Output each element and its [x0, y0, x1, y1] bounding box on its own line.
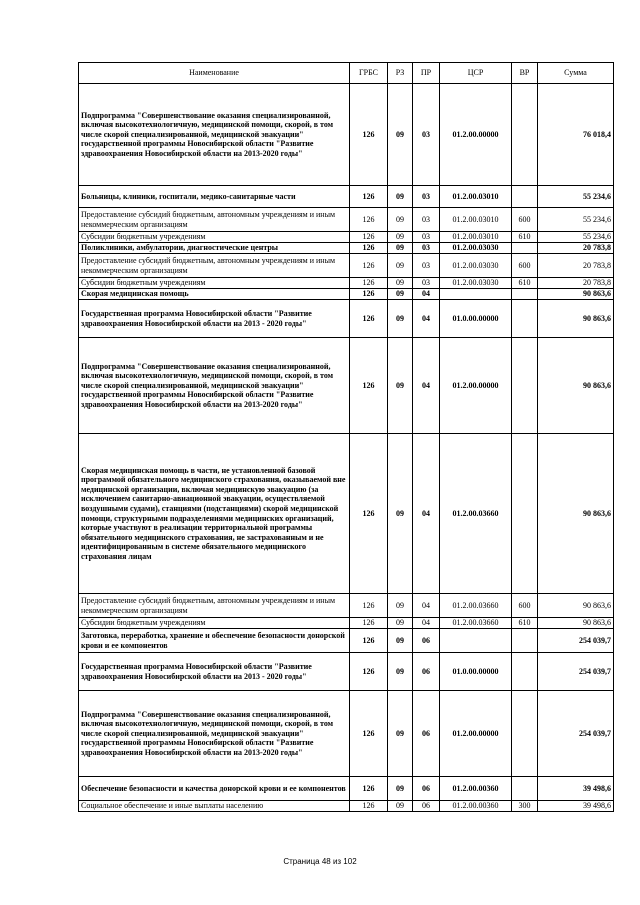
cell-vr: [512, 653, 538, 691]
cell-grbs: 126: [350, 594, 388, 618]
cell-pr: 04: [413, 300, 440, 338]
table-row: [79, 243, 614, 254]
cell-rz: 09: [388, 629, 413, 653]
header-rz: РЗ: [388, 63, 413, 84]
cell-rz: 09: [388, 232, 413, 243]
cell-name: Субсидии бюджетным учреждениям: [79, 618, 350, 629]
table-row: [79, 594, 614, 618]
cell-sum: 90 863,6: [538, 594, 614, 618]
header-sum: Сумма: [538, 63, 614, 84]
cell-grbs: 126: [350, 278, 388, 289]
cell-sum: 20 783,8: [538, 254, 614, 278]
cell-vr: [512, 186, 538, 208]
cell-sum: 55 234,6: [538, 232, 614, 243]
table-row: [79, 186, 614, 208]
cell-pr: 06: [413, 777, 440, 801]
cell-grbs: 126: [350, 186, 388, 208]
cell-name: Предоставление субсидий бюджетным, автономным учреждениям и иным некоммерческим организациям: [79, 254, 350, 278]
cell-rz: 09: [388, 653, 413, 691]
cell-grbs: 126: [350, 434, 388, 594]
cell-vr: [512, 289, 538, 300]
cell-pr: 04: [413, 289, 440, 300]
cell-rz: 09: [388, 594, 413, 618]
cell-vr: [512, 434, 538, 594]
cell-name: Подпрограмма "Совершенствование оказания специализированной, включая высокотехнологичную, медицинской помощи, скорой, в том числе скорой специализированной, медицинской эвакуации" государственной программы Новосибирской области "Развитие здравоохранения Новосибирской области на 2013-2020 годы": [79, 338, 350, 434]
cell-csr: 01.2.00.03010: [440, 208, 512, 232]
cell-sum: 90 863,6: [538, 434, 614, 594]
cell-name: Скорая медицинская помощь: [79, 289, 350, 300]
cell-name: Социальное обеспечение и иные выплаты населению: [79, 801, 350, 812]
cell-vr: [512, 691, 538, 777]
cell-pr: 04: [413, 338, 440, 434]
table-row: [79, 232, 614, 243]
cell-sum: 90 863,6: [538, 300, 614, 338]
cell-name: Поликлиники, амбулатории, диагностические центры: [79, 243, 350, 254]
cell-rz: 09: [388, 434, 413, 594]
cell-rz: 09: [388, 243, 413, 254]
cell-rz: 09: [388, 254, 413, 278]
cell-name: Подпрограмма "Совершенствование оказания специализированной, включая высокотехнологичную, медицинской помощи, скорой, в том числе скорой специализированной, медицинской эвакуации" государственной программы Новосибирской области "Развитие здравоохранения Новосибирской области на 2013-2020 годы": [79, 691, 350, 777]
table-row: [79, 653, 614, 691]
cell-vr: [512, 300, 538, 338]
cell-pr: 06: [413, 801, 440, 812]
cell-grbs: 126: [350, 338, 388, 434]
table-row: [79, 300, 614, 338]
table-row: [79, 777, 614, 801]
cell-csr: 01.2.00.03010: [440, 186, 512, 208]
cell-pr: 06: [413, 691, 440, 777]
table-row: [79, 254, 614, 278]
cell-csr: 01.2.00.03660: [440, 434, 512, 594]
cell-rz: 09: [388, 208, 413, 232]
header-vr: ВР: [512, 63, 538, 84]
cell-vr: [512, 84, 538, 186]
cell-pr: 03: [413, 208, 440, 232]
cell-name: Заготовка, переработка, хранение и обеспечение безопасности донорской крови и ее компонентов: [79, 629, 350, 653]
cell-grbs: 126: [350, 232, 388, 243]
table-row: [79, 691, 614, 777]
table-row: [79, 84, 614, 186]
cell-grbs: 126: [350, 208, 388, 232]
cell-pr: 03: [413, 84, 440, 186]
header-pr: ПР: [413, 63, 440, 84]
cell-csr: 01.0.00.00000: [440, 300, 512, 338]
cell-csr: 01.2.00.00000: [440, 691, 512, 777]
cell-name: Субсидии бюджетным учреждениям: [79, 278, 350, 289]
cell-csr: 01.2.00.03660: [440, 594, 512, 618]
table-row: [79, 338, 614, 434]
cell-vr: [512, 243, 538, 254]
cell-pr: 04: [413, 594, 440, 618]
cell-grbs: 126: [350, 801, 388, 812]
table-header-row: [79, 63, 614, 84]
cell-sum: 20 783,8: [538, 243, 614, 254]
cell-sum: 76 018,4: [538, 84, 614, 186]
cell-grbs: 126: [350, 618, 388, 629]
cell-sum: 39 498,6: [538, 777, 614, 801]
cell-sum: 90 863,6: [538, 338, 614, 434]
cell-csr: 01.2.00.03010: [440, 232, 512, 243]
cell-grbs: 126: [350, 243, 388, 254]
table-row: [79, 208, 614, 232]
header-csr: ЦСР: [440, 63, 512, 84]
cell-sum: 254 039,7: [538, 629, 614, 653]
cell-sum: 90 863,6: [538, 618, 614, 629]
table-row: [79, 629, 614, 653]
cell-pr: 03: [413, 254, 440, 278]
table-row: [79, 618, 614, 629]
cell-csr: 01.2.00.00000: [440, 84, 512, 186]
cell-csr: 01.2.00.03660: [440, 618, 512, 629]
cell-rz: 09: [388, 338, 413, 434]
table-body: [79, 84, 614, 812]
cell-name: Предоставление субсидий бюджетным, автономным учреждениям и иным некоммерческим организациям: [79, 594, 350, 618]
cell-csr: [440, 289, 512, 300]
cell-grbs: 126: [350, 691, 388, 777]
cell-vr: [512, 629, 538, 653]
cell-rz: 09: [388, 801, 413, 812]
cell-name: Государственная программа Новосибирской области "Развитие здравоохранения Новосибирской области на 2013 - 2020 годы": [79, 653, 350, 691]
cell-name: Подпрограмма "Совершенствование оказания специализированной, включая высокотехнологичную, медицинской помощи, скорой, в том числе скорой специализированной, медицинской эвакуации" государственной программы Новосибирской области "Развитие здравоохранения Новосибирской области на 2013-2020 годы": [79, 84, 350, 186]
cell-vr: [512, 338, 538, 434]
cell-rz: 09: [388, 300, 413, 338]
cell-rz: 09: [388, 186, 413, 208]
cell-csr: 01.2.00.00360: [440, 777, 512, 801]
cell-grbs: 126: [350, 777, 388, 801]
cell-pr: 03: [413, 278, 440, 289]
cell-pr: 03: [413, 232, 440, 243]
cell-vr: 600: [512, 208, 538, 232]
cell-sum: 55 234,6: [538, 208, 614, 232]
cell-grbs: 126: [350, 84, 388, 186]
header-name: Наименование: [79, 63, 350, 84]
cell-vr: 610: [512, 618, 538, 629]
cell-pr: 03: [413, 243, 440, 254]
cell-sum: 39 498,6: [538, 801, 614, 812]
cell-sum: 90 863,6: [538, 289, 614, 300]
cell-pr: 04: [413, 434, 440, 594]
cell-sum: 55 234,6: [538, 186, 614, 208]
cell-rz: 09: [388, 84, 413, 186]
cell-rz: 09: [388, 289, 413, 300]
cell-grbs: 126: [350, 653, 388, 691]
cell-grbs: 126: [350, 289, 388, 300]
cell-rz: 09: [388, 691, 413, 777]
cell-sum: 20 783,8: [538, 278, 614, 289]
cell-grbs: 126: [350, 300, 388, 338]
cell-rz: 09: [388, 278, 413, 289]
cell-csr: 01.2.00.03030: [440, 254, 512, 278]
cell-vr: 600: [512, 594, 538, 618]
table-row: [79, 289, 614, 300]
cell-csr: 01.0.00.00000: [440, 653, 512, 691]
cell-vr: 600: [512, 254, 538, 278]
cell-sum: 254 039,7: [538, 691, 614, 777]
budget-table: [78, 62, 614, 812]
cell-name: Скорая медицинская помощь в части, не установленной базовой программой обязательного медицинского страхования, оказываемой вне медицинской организации, включая медицинскую эвакуацию (за исключением санитарно-авиационной эвакуации, осуществляемой воздушными судами), станциями (подстанциями) скорой медицинской помощи, структурными подразделениями медицинских организаций, которые участвуют в реализации территориальной программы обязательного медицинского страхования, не застрахованным и не идентифицированным в системе обязательного медицинского страхования лицам: [79, 434, 350, 594]
cell-rz: 09: [388, 777, 413, 801]
cell-sum: 254 039,7: [538, 653, 614, 691]
cell-name: Обеспечение безопасности и качества донорской крови и ее компонентов: [79, 777, 350, 801]
cell-vr: 300: [512, 801, 538, 812]
page-number: Страница 48 из 102: [283, 857, 357, 866]
cell-name: Субсидии бюджетным учреждениям: [79, 232, 350, 243]
table-row: [79, 434, 614, 594]
cell-csr: 01.2.00.00360: [440, 801, 512, 812]
cell-name: Предоставление субсидий бюджетным, автономным учреждениям и иным некоммерческим организациям: [79, 208, 350, 232]
cell-vr: [512, 777, 538, 801]
cell-vr: 610: [512, 232, 538, 243]
cell-name: Больницы, клиники, госпитали, медико-санитарные части: [79, 186, 350, 208]
cell-grbs: 126: [350, 254, 388, 278]
cell-csr: 01.2.00.03030: [440, 243, 512, 254]
cell-rz: 09: [388, 618, 413, 629]
cell-grbs: 126: [350, 629, 388, 653]
table-row: [79, 278, 614, 289]
cell-name: Государственная программа Новосибирской области "Развитие здравоохранения Новосибирской области на 2013 - 2020 годы": [79, 300, 350, 338]
cell-pr: 06: [413, 629, 440, 653]
cell-pr: 06: [413, 653, 440, 691]
table-row: [79, 801, 614, 812]
header-grbs: ГРБС: [350, 63, 388, 84]
cell-vr: 610: [512, 278, 538, 289]
cell-pr: 04: [413, 618, 440, 629]
cell-csr: 01.2.00.03030: [440, 278, 512, 289]
cell-pr: 03: [413, 186, 440, 208]
cell-csr: 01.2.00.00000: [440, 338, 512, 434]
cell-csr: [440, 629, 512, 653]
